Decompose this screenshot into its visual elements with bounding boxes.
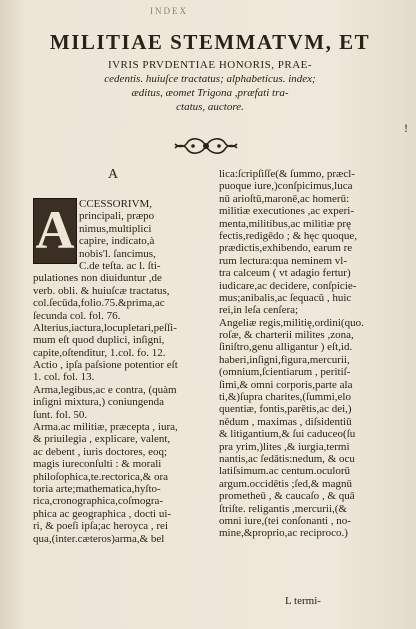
text-line: mine,&proprio,ac reciproco.): [219, 527, 348, 540]
text-line: tra calceum ( vt adagio fertur): [219, 267, 351, 280]
text-line: capite,oſtenditur, 1.col. fo. 12.: [33, 346, 166, 359]
right-column: [219, 168, 391, 540]
text-line: rei,in leſa cenſera;: [219, 304, 299, 317]
text-line: omni iure,(tei conſonanti , no-: [219, 514, 351, 527]
text-line: (omnium,ſcientiarum , peritiſ-: [219, 366, 351, 379]
text-line: prædictis,exhibendo, earum re: [219, 242, 353, 255]
text-line: CCESSORIVM,: [79, 198, 153, 210]
text-line: & priuilegia , explicare, valent,: [33, 433, 171, 446]
page-subtitle: [30, 58, 390, 114]
text-line: inſigni mixtura,) coniungenda: [33, 396, 165, 409]
drop-initial-letter: A: [35, 200, 75, 260]
text-line: nū arioſtū,maronē,ac homerū:: [219, 192, 350, 205]
subtitle-caps-line: IVRIS PRVDENTIAE HONORIS, PRAE-: [107, 59, 313, 71]
text-line: menta,militibus,ac militiæ prę: [219, 217, 351, 230]
text-line: capire, indicato,à: [79, 235, 155, 248]
folio-header: INDEX: [150, 6, 188, 16]
text-line: haberi,inſigni,figura,mercurii,: [219, 353, 350, 366]
text-line: nēdum , maximas , diſsidentiū: [219, 415, 352, 428]
text-line: pra yrim,)lites ,& iurgia,termi: [219, 440, 350, 453]
text-line: fectis,redigēdo ; & hęc quoque,: [219, 229, 358, 242]
text-line: rum lectura:qua neminem vl-: [219, 254, 347, 267]
text-line: latiſsimum.ac centum.oculorū: [219, 465, 351, 478]
text-line: nimus,multiplici: [79, 222, 152, 235]
text-line: principali, præpo: [79, 210, 155, 223]
text-line: iudicare,ac decidere, conſpicie-: [219, 279, 357, 292]
left-column: [33, 198, 203, 545]
text-line: verb. obli. & huiuſcæ tractatus,: [33, 284, 170, 297]
text-line: militiæ executiones ,ac experi-: [219, 205, 355, 218]
text-line: C.de teſta. ac l. ſti-: [79, 259, 161, 272]
page-title: MILITIAE STEMMATVM, ET: [49, 30, 371, 54]
text-line: toria arte;mathematica,hyſto-: [33, 482, 161, 495]
text-line: pulationes non diuiduntur ,de: [33, 272, 162, 285]
text-line: rica,cronographica,coſmogra-: [33, 495, 164, 508]
text-line: ac debent , iuris doctores, eoq;: [33, 445, 168, 458]
text-line: argum.occidētis ;ſed,& magnū: [219, 477, 352, 490]
text-line: ſunt. fol. 50.: [33, 408, 88, 421]
catchword: L termi-: [285, 595, 321, 607]
fleuron-ornament-icon: [173, 135, 239, 157]
text-line: roſæ, & charterii milites ,zona,: [219, 329, 354, 342]
text-line: ri, & poeſi ipſa;ac heroyca , rei: [33, 520, 168, 533]
text-line: philoſophica,te.rectorica,& ora: [33, 470, 168, 483]
text-line: lica:ſcripſiſſe(& ſummo, præcl-: [219, 168, 355, 180]
text-line: mum eſt quod duplici, inſigni,: [33, 334, 165, 347]
text-line: Arma.ac militiæ, præcepta , iura,: [33, 421, 178, 434]
text-line: ſecunda col. fol. 76.: [33, 309, 121, 322]
text-line: & litigantium,& ſui caduceo(ſu: [219, 428, 356, 441]
text-line: quentiæ, fontis,parētis,ac dei,): [219, 403, 352, 416]
text-line: magis iureconſulti : & morali: [33, 458, 162, 471]
section-letter: A: [108, 167, 119, 182]
text-line: nantis,ac ſedātis:nedum, & ocu: [219, 452, 355, 465]
text-line: 1. col. fol. 13.: [33, 371, 95, 384]
text-line: prometheū , & caucaſo , & quā: [219, 490, 355, 503]
text-line: Angeliæ regis,militię,ordini(quo.: [219, 316, 364, 329]
subtitle-line: cedentis. huiuſce tractatus; alphabeticus. index;: [104, 73, 316, 85]
text-line: Actio , ipſa paſsione potentior eſt: [33, 359, 178, 372]
text-line: col.ſecūda,folio.75.&prima,ac: [33, 297, 165, 310]
text-line: mus;anibalis,ac ſequacū , huic: [219, 291, 352, 304]
text-line: ſtriſte. religantis ,mercurii,(&: [219, 502, 347, 515]
margin-mark: !: [404, 121, 408, 135]
subtitle-line: ctatus, auctore.: [176, 101, 244, 113]
subtitle-line: æditus, æomet Trigona ,præfati tra-: [131, 87, 289, 99]
text-line: ti,&)ſupra charites,(ſummi,elo: [219, 391, 351, 404]
text-line: puoque iure,)conſpicimus,luca: [219, 180, 353, 193]
text-line: nobis'l. ſancimus,: [79, 247, 156, 260]
text-line: qua,(inter.cæteros)arma,& bel: [33, 532, 165, 545]
text-line: Arma,legibus,ac e contra, (quàm: [33, 383, 177, 396]
text-line: Alterius,iactura,locupletari,peſſi-: [33, 321, 177, 334]
text-line: ſiniſtro,genu alligantur ) eſt,id.: [219, 341, 353, 354]
text-line: ſimi,& omni corporis,parte ala: [219, 378, 353, 391]
text-line: phica ac geographica , docti ui-: [33, 507, 172, 520]
